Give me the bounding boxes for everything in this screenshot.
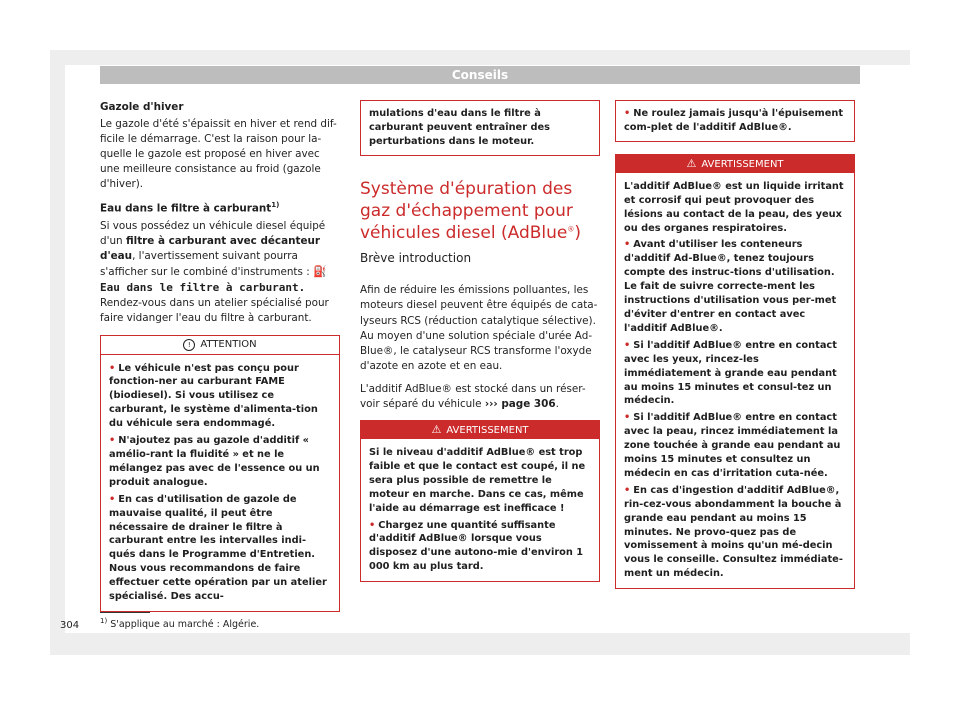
alert-icon: !	[183, 339, 195, 351]
footnote-ref: 1)	[271, 201, 280, 210]
eau-text	[100, 219, 340, 327]
warning-header	[616, 155, 854, 173]
warning-continued-text: Ne roulez jamais jusqu'à l'épuisement com-plet de l'additif AdBlue®.	[624, 108, 844, 133]
eau-text-2: , l'avertissement suivant pourra s'afficher sur le combiné d'instruments :	[100, 250, 314, 279]
warning-text: L'additif AdBlue® est un liquide irritant et corrosif qui peut provoquer des lésions au contact de la peau, des yeux ou des organes respiratoires.	[624, 180, 844, 234]
footnote-mark: 1)	[100, 617, 108, 625]
page-link[interactable]: ››› page 306	[484, 397, 556, 410]
warning-item	[369, 519, 591, 575]
adblue-intro: Afin de réduire les émissions polluantes, les moteurs diesel peuvent être équipés de cata-lyseurs RCS (réduction catalytique sélective). Au moyen d'une solution spéciale d'urée Ad-Blue®, le catalyseur RCS transforme l'oxyde d'azote en azote et en eau.	[360, 284, 598, 372]
bullet-icon: •	[624, 484, 631, 496]
attention-box	[100, 335, 340, 612]
warning-item-text: Avant d'utiliser les conteneurs d'additif Ad-Blue®, tenez toujours compte des instruc-tions d'utilisation. Le fait de suivre correcte-ment les instructions d'utilisation vous per-met d'éviter d'entrer en contact avec l'additif AdBlue®.	[624, 239, 837, 334]
bullet-icon: •	[624, 339, 631, 351]
warning-item-text: En cas d'ingestion d'additif AdBlue®, rin-cez-vous abondamment la bouche à grande eau pendant au moins 15 minutes. Ne provo-quez pas de vomissement à moins qu'un mé-decin vous le conseille. Consultez immédiate-ment un médecin.	[624, 484, 843, 580]
section-title-text: Système d'épuration des gaz d'échappement pour véhicules diesel (AdBlue	[360, 178, 573, 243]
attention-label: ATTENTION	[200, 338, 257, 350]
page-number: 304	[60, 620, 80, 631]
column-2	[360, 100, 600, 582]
attention-item-text: N'ajoutez pas au gazole d'additif « amélio-rant la fluidité » et ne le mélangez pas avec de l'essence ou un produit analogue.	[109, 435, 320, 488]
warning-box-2	[615, 154, 855, 589]
eau-title-text: Eau dans le filtre à carburant	[100, 202, 272, 215]
gazole-text: Le gazole d'été s'épaissit en hiver et rend dif-ficile le démarrage. C'est la raison pour la-quelle le gazole est proposé en hiver avec une meilleure consistance au froid (gazole d'hiver).	[100, 118, 337, 191]
adblue-storage	[360, 382, 600, 412]
bullet-icon: •	[109, 493, 116, 505]
attention-item-text: En cas d'utilisation de gazole de mauvaise qualité, il peut être nécessaire de drainer le filtre à carburant entre les intervalles indi-qués dans le Programme d'Entretien. Nous vous recommandons de faire effectuer cette opération par un atelier spécialisé. Des accu-	[109, 493, 327, 603]
section-subtitle: Brève introduction	[360, 251, 472, 265]
fuel-water-icon: ⛽	[313, 265, 327, 279]
section-title	[360, 178, 600, 244]
warning-triangle-icon: ⚠	[431, 423, 442, 437]
page-header: Conseils	[100, 66, 860, 84]
adblue-storage-end: .	[555, 397, 559, 410]
warning-header	[361, 421, 599, 439]
eau-title	[100, 200, 340, 217]
attention-item	[109, 434, 331, 490]
bullet-icon: •	[624, 412, 631, 424]
warning-label: AVERTISSEMENT	[701, 158, 784, 170]
gazole-title: Gazole d'hiver	[100, 101, 184, 113]
warning-triangle-icon: ⚠	[686, 156, 697, 170]
attention-header	[101, 336, 339, 355]
eau-message: Eau dans le filtre à carburant.	[100, 281, 306, 295]
warning-item-text: Chargez une quantité suffisante d'additif AdBlue® lorsque vous disposez d'une autono-mie d'environ 1 000 km au plus tard.	[369, 519, 584, 573]
footnote	[100, 612, 430, 630]
bullet-icon: •	[109, 435, 116, 447]
warning-item	[624, 411, 846, 481]
warning-item	[624, 238, 846, 335]
warning-text: Si le niveau d'additif AdBlue® est trop faible et que le contact est coupé, il ne sera plus possible de remettre le moteur en marche. Dans ce cas, même l'aide au démarrage est inefficace !	[369, 447, 586, 514]
footnote-text: S'applique au marché : Algérie.	[107, 619, 260, 631]
attention-item	[109, 493, 331, 604]
attention-body	[101, 355, 339, 611]
eau-text-1: Si vous possédez un véhicule diesel équipé d'un	[100, 220, 326, 248]
warning-continued	[615, 100, 855, 142]
warning-item-text: Si l'additif AdBlue® entre en contact avec les yeux, rincez-les immédiatement à grande eau pendant au moins 15 minutes et consul-tez un médecin.	[624, 339, 837, 407]
warning-item	[624, 484, 846, 581]
warning-item	[624, 339, 846, 409]
attention-continued: mulations d'eau dans le filtre à carburant peuvent entraîner des perturbations dans le moteur.	[360, 100, 600, 156]
bullet-icon: •	[109, 362, 116, 374]
eau-text-3: Rendez-vous dans un atelier spécialisé pour faire vidanger l'eau du filtre à carburant.	[100, 297, 329, 325]
bullet-icon: •	[369, 519, 376, 531]
warning-item-text: Si l'additif AdBlue® entre en contact avec la peau, rincez immédiatement la zone touchée à grande eau pendant au moins 15 minutes et consultez un médecin en cas d'irritation cuta-née.	[624, 412, 841, 479]
column-1	[100, 100, 340, 612]
adblue-storage-text: L'additif AdBlue® est stocké dans un réser-voir séparé du véhicule	[360, 382, 586, 410]
attention-item	[109, 362, 331, 432]
bullet-icon: •	[624, 239, 631, 251]
warning-box	[360, 420, 600, 582]
footnote-divider	[100, 612, 150, 613]
attention-item-text: Le véhicule n'est pas conçu pour fonction-ner au carburant FAME (biodiesel). Si vous utilisez ce carburant, le système d'alimenta-tion du véhicule sera endommagé.	[109, 362, 318, 430]
eau-text-bold: filtre à carburant avec décanteur d'eau	[100, 235, 321, 263]
bullet-icon: •	[624, 108, 631, 119]
section-title-close: )	[574, 222, 582, 243]
column-3	[615, 100, 855, 589]
registered-mark: ®	[567, 225, 575, 234]
warning-body	[361, 439, 599, 581]
warning-body	[616, 173, 854, 588]
warning-label: AVERTISSEMENT	[446, 425, 529, 437]
